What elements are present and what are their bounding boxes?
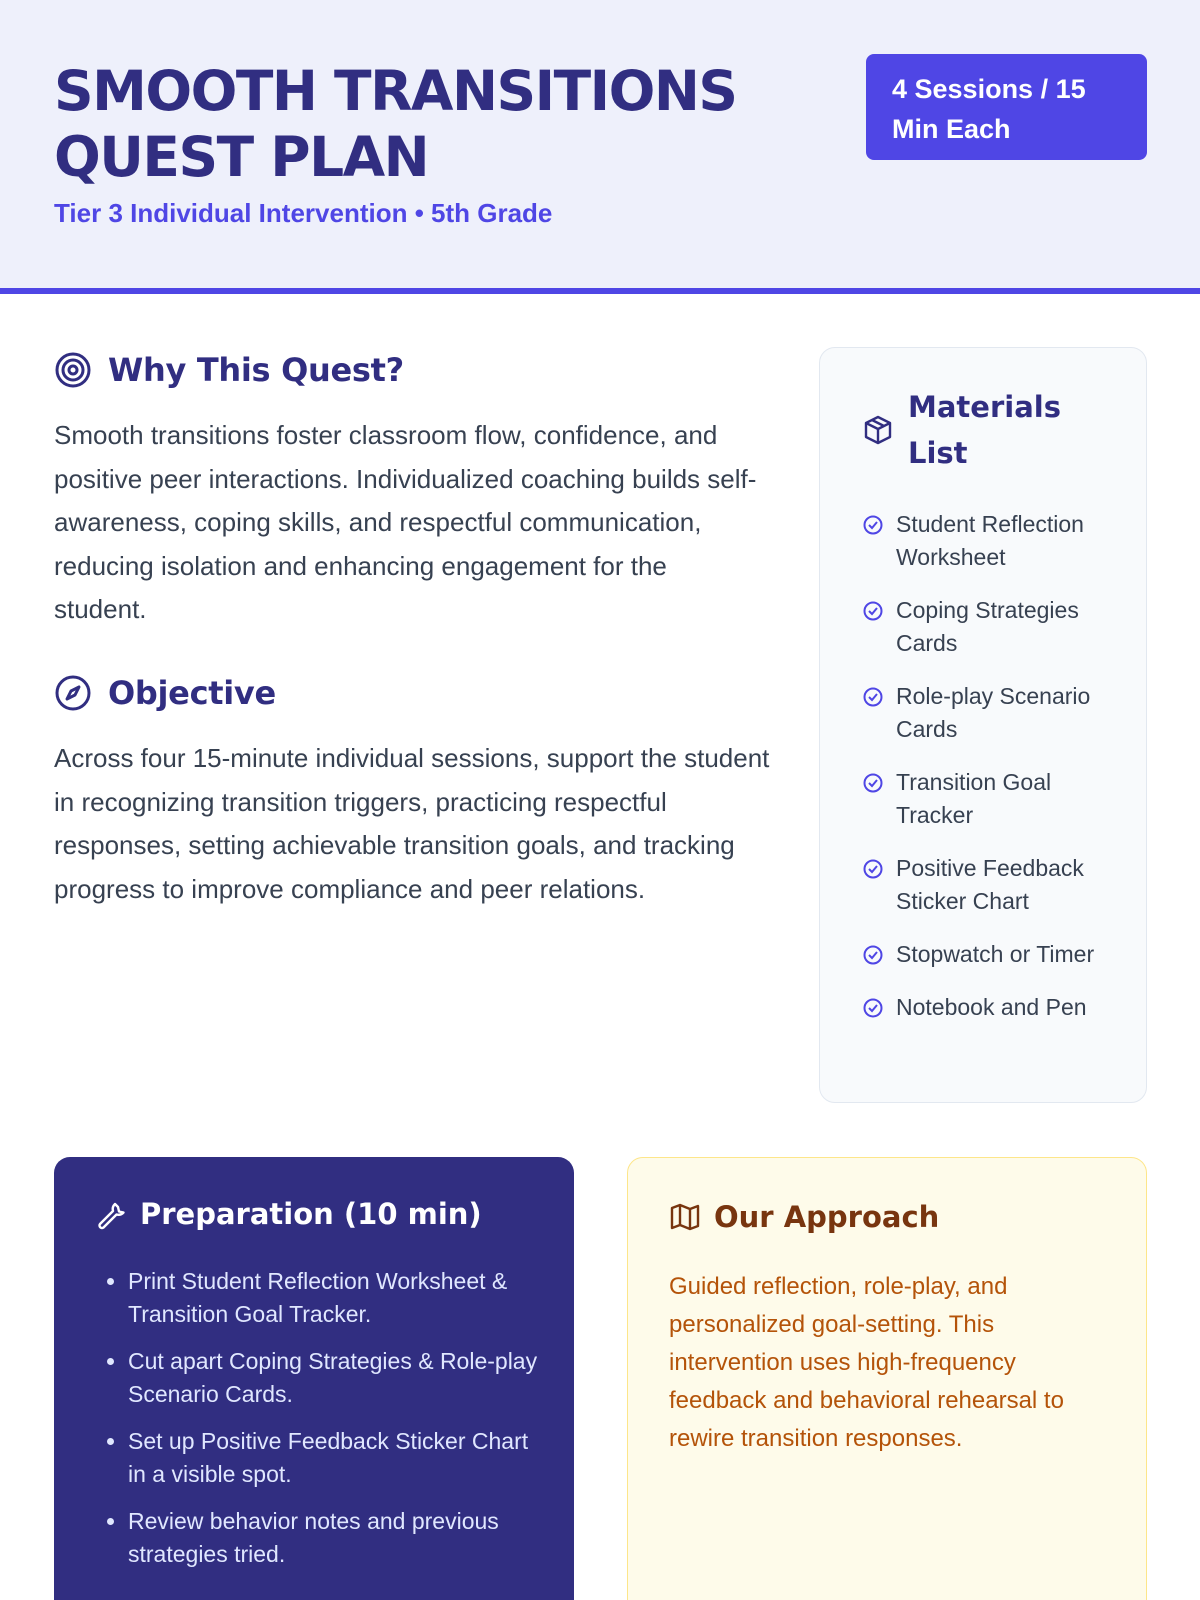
sessions-badge: 4 Sessions / 15 Min Each xyxy=(866,54,1147,160)
check-circle-icon xyxy=(862,997,884,1019)
check-circle-icon xyxy=(862,944,884,966)
list-item: • Set up Positive Feedback Sticker Chart in a visible spot. xyxy=(128,1425,548,1491)
map-icon xyxy=(668,1200,702,1234)
wrench-icon xyxy=(94,1197,128,1231)
objective-heading: Objective xyxy=(108,674,276,712)
material-label: Notebook and Pen xyxy=(896,994,1087,1020)
preparation-heading: Preparation (10 min) xyxy=(140,1197,482,1231)
target-icon xyxy=(54,351,92,389)
objective-body: Across four 15-minute individual sessions, support the student in recognizing transition triggers, practicing respectful responses, setting achievable transition goals, and tracking progress to improve compliance and peer relations. xyxy=(54,743,770,904)
material-label: Role-play Scenario Cards xyxy=(896,683,1091,742)
check-circle-icon xyxy=(862,514,884,536)
list-item xyxy=(862,766,1132,832)
why-body: Smooth transitions foster classroom flow, confidence, and positive peer interactions. Individualized coaching builds self-awareness, coping skills, and respectful communication, reducing isolation and enhancing engagement for the student. xyxy=(54,420,757,624)
check-circle-icon xyxy=(862,600,884,622)
list-item xyxy=(862,594,1132,660)
package-icon xyxy=(862,414,894,446)
approach-body: Guided reflection, role-play, and personalized goal-setting. This intervention uses high-frequency feedback and behavioral rehearsal to rewire transition responses. xyxy=(669,1273,1064,1452)
page-subtitle: Tier 3 Individual Intervention • 5th Grade xyxy=(54,198,553,228)
preparation-heading-row xyxy=(94,1197,482,1231)
check-circle-icon xyxy=(862,772,884,794)
approach-heading-row xyxy=(668,1200,939,1234)
material-label: Positive Feedback Sticker Chart xyxy=(896,855,1084,914)
material-label: Student Reflection Worksheet xyxy=(896,511,1084,570)
list-item xyxy=(862,680,1132,746)
check-circle-icon xyxy=(862,686,884,708)
list-item xyxy=(862,991,1132,1024)
list-item: • Review behavior notes and previous strategies tried. xyxy=(128,1505,548,1571)
list-item xyxy=(862,938,1132,971)
preparation-list xyxy=(128,1265,548,1585)
list-item: • Cut apart Coping Strategies & Role-play Scenario Cards. xyxy=(128,1345,548,1411)
page-header xyxy=(0,0,1200,294)
page-title: SMOOTH TRANSITIONS QUEST PLAN xyxy=(54,59,737,189)
objective-section-heading xyxy=(54,674,276,712)
materials-heading: Materials List xyxy=(908,390,1061,470)
material-label: Coping Strategies Cards xyxy=(896,597,1079,656)
preparation-card xyxy=(54,1157,574,1600)
materials-panel xyxy=(819,347,1147,1103)
materials-heading-row xyxy=(862,384,1061,476)
materials-list xyxy=(862,508,1132,1044)
why-heading: Why This Quest? xyxy=(108,351,404,389)
why-section-heading xyxy=(54,351,404,389)
material-label: Stopwatch or Timer xyxy=(896,941,1095,967)
list-item: • Print Student Reflection Worksheet & Transition Goal Tracker. xyxy=(128,1265,548,1331)
approach-heading: Our Approach xyxy=(714,1200,940,1234)
list-item xyxy=(862,508,1132,574)
compass-icon xyxy=(54,674,92,712)
material-label: Transition Goal Tracker xyxy=(896,769,1052,828)
list-item xyxy=(862,852,1132,918)
check-circle-icon xyxy=(862,858,884,880)
approach-card xyxy=(627,1157,1147,1600)
